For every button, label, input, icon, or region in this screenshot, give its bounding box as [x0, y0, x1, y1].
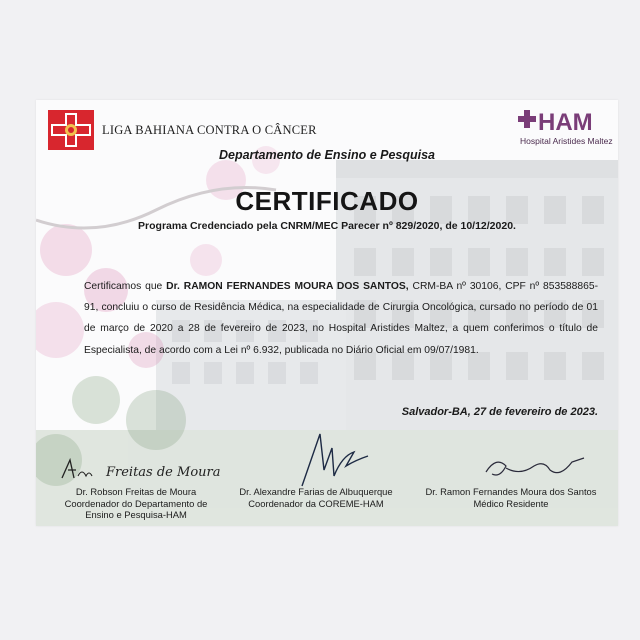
signature-alexandre	[272, 426, 382, 490]
ham-logo-text: HAM	[538, 109, 593, 136]
lbcc-cross-logo	[48, 110, 94, 150]
ham-logo	[516, 106, 612, 140]
certificate-body	[84, 276, 598, 361]
signature-block-robson	[46, 486, 226, 521]
certificate-title: CERTIFICADO	[235, 186, 419, 216]
signer-role: Coordenador do Departamento de	[64, 497, 208, 509]
department-title: Departamento de Ensino e Pesquisa	[218, 148, 436, 162]
place-date: Salvador-BA, 27 de fevereiro de 2023.	[401, 406, 598, 418]
signature-ramon	[480, 450, 590, 486]
signature-robson	[56, 452, 246, 488]
signer-name: Dr. Robson Freitas de Moura	[75, 486, 197, 497]
program-credential: Programa Credenciado pela CNRM/MEC Parecer nº 829/2020, de 10/12/2020.	[138, 220, 516, 232]
body-lead: Certificamos que	[84, 281, 167, 292]
signature-block-alexandre	[216, 486, 416, 509]
signer-name: Dr. Alexandre Farias de Albuquerque	[239, 486, 393, 497]
lbcc-name: LIGA BAHIANA CONTRA O CÂNCER	[102, 123, 317, 137]
ham-hospital-name: Hospital Aristides Maltez	[520, 136, 613, 146]
body-rest: CRM-BA nº 30106, CPF nº 853588865-91, concluiu o curso de Residência Médica, na especialidade de Cirurgia Oncológica, cursado no período de 01 de março de 2020 a 28 de fevereiro de 2023, no Hospital Aristides Maltez, a quem conferimos o título de Especialista, de acordo com a Lei nº 6.932, publicada no Diário Oficial em 09/07/1981.	[84, 281, 598, 356]
signature-block-ramon	[408, 486, 614, 509]
signer-role: Coordenador da COREME-HAM	[248, 497, 384, 509]
signer-role-cont: Ensino e Pesquisa-HAM	[85, 509, 187, 520]
certificate	[36, 100, 618, 526]
recipient-name: Dr. RAMON FERNANDES MOURA DOS SANTOS,	[166, 281, 409, 292]
signer-name: Dr. Ramon Fernandes Moura dos Santos	[425, 486, 597, 497]
signer-role: Médico Residente	[473, 497, 549, 509]
signature-robson-text: Freitas de Moura	[106, 465, 221, 480]
